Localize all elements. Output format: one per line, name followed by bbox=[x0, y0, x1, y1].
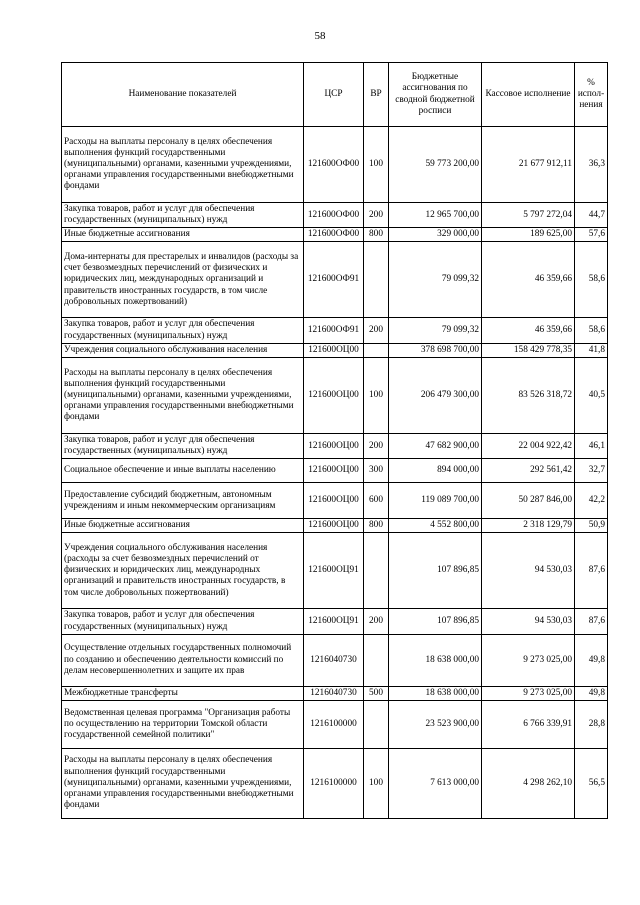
row-name: Расходы на выплаты персоналу в целях обеспечения выполнения функций государственными (муниципальными) органами, казенными учреждениями, органами управления государственными внебюджетными фондами bbox=[62, 127, 304, 203]
row-cash: 6 766 339,91 bbox=[482, 700, 575, 748]
row-vr: 200 bbox=[364, 609, 389, 634]
header-name: Наименование показателей bbox=[62, 63, 304, 127]
row-alloc: 59 773 200,00 bbox=[389, 127, 482, 203]
header-csr: ЦСР bbox=[304, 63, 364, 127]
row-name: Закупка товаров, работ и услуг для обеспечения государственных (муниципальных) нужд bbox=[62, 203, 304, 228]
row-name: Предоставление субсидий бюджетным, автономным учреждениям и иным некоммерческим организациям bbox=[62, 483, 304, 519]
table-row bbox=[62, 127, 608, 203]
row-csr: 121600ОЦ00 bbox=[304, 519, 364, 533]
table-row bbox=[62, 483, 608, 519]
row-csr: 1216040730 bbox=[304, 634, 364, 686]
row-csr: 1216040730 bbox=[304, 686, 364, 700]
row-cash: 5 797 272,04 bbox=[482, 203, 575, 228]
header-vr: ВР bbox=[364, 63, 389, 127]
row-vr bbox=[364, 533, 389, 609]
row-csr: 121600ОЦ00 bbox=[304, 459, 364, 483]
row-vr: 200 bbox=[364, 318, 389, 343]
row-alloc: 119 089 700,00 bbox=[389, 483, 482, 519]
table-row bbox=[62, 533, 608, 609]
row-alloc: 23 523 900,00 bbox=[389, 700, 482, 748]
table-row bbox=[62, 343, 608, 357]
row-name: Межбюджетные трансферты bbox=[62, 686, 304, 700]
row-alloc: 18 638 000,00 bbox=[389, 686, 482, 700]
row-pct: 50,9 bbox=[575, 519, 608, 533]
budget-table bbox=[61, 62, 608, 819]
row-pct: 46,1 bbox=[575, 433, 608, 458]
row-vr bbox=[364, 700, 389, 748]
row-alloc: 4 552 800,00 bbox=[389, 519, 482, 533]
header-alloc: Бюджетные ассигнования по сводной бюджетной росписи bbox=[389, 63, 482, 127]
row-alloc: 894 000,00 bbox=[389, 459, 482, 483]
row-name: Дома-интернаты для престарелых и инвалидов (расходы за счет безвозмездных перечислений от физических и юридических лиц, международных организаций и правительств иностранных государств, в том числе добровольных пожертвований) bbox=[62, 242, 304, 318]
row-vr bbox=[364, 343, 389, 357]
row-csr: 121600ОФ00 bbox=[304, 127, 364, 203]
row-pct: 44,7 bbox=[575, 203, 608, 228]
row-pct: 87,6 bbox=[575, 609, 608, 634]
row-name: Иные бюджетные ассигнования bbox=[62, 228, 304, 242]
row-alloc: 329 000,00 bbox=[389, 228, 482, 242]
row-pct: 41,8 bbox=[575, 343, 608, 357]
table-row bbox=[62, 609, 608, 634]
row-csr: 121600ОЦ91 bbox=[304, 533, 364, 609]
row-cash: 158 429 778,35 bbox=[482, 343, 575, 357]
row-cash: 83 526 318,72 bbox=[482, 357, 575, 433]
page-number: 58 bbox=[314, 30, 326, 42]
row-csr: 1216100000 bbox=[304, 748, 364, 818]
row-csr: 121600ОФ91 bbox=[304, 318, 364, 343]
row-name: Иные бюджетные ассигнования bbox=[62, 519, 304, 533]
row-pct: 58,6 bbox=[575, 242, 608, 318]
row-alloc: 378 698 700,00 bbox=[389, 343, 482, 357]
row-vr bbox=[364, 634, 389, 686]
row-alloc: 7 613 000,00 bbox=[389, 748, 482, 818]
row-alloc: 18 638 000,00 bbox=[389, 634, 482, 686]
row-alloc: 107 896,85 bbox=[389, 609, 482, 634]
row-csr: 1216100000 bbox=[304, 700, 364, 748]
row-vr: 100 bbox=[364, 357, 389, 433]
row-alloc: 107 896,85 bbox=[389, 533, 482, 609]
row-pct: 57,6 bbox=[575, 228, 608, 242]
row-cash: 94 530,03 bbox=[482, 609, 575, 634]
row-csr: 121600ОЦ00 bbox=[304, 483, 364, 519]
row-vr bbox=[364, 242, 389, 318]
row-vr: 100 bbox=[364, 748, 389, 818]
row-cash: 9 273 025,00 bbox=[482, 634, 575, 686]
row-cash: 50 287 846,00 bbox=[482, 483, 575, 519]
row-pct: 87,6 bbox=[575, 533, 608, 609]
table-body bbox=[62, 127, 608, 819]
table-row bbox=[62, 357, 608, 433]
row-csr: 121600ОЦ00 bbox=[304, 433, 364, 458]
row-pct: 49,8 bbox=[575, 686, 608, 700]
row-name: Ведомственная целевая программа "Организация работы по осуществлению на территории Томской области государственной семейной политики" bbox=[62, 700, 304, 748]
row-alloc: 79 099,32 bbox=[389, 318, 482, 343]
row-vr: 300 bbox=[364, 459, 389, 483]
table-row bbox=[62, 228, 608, 242]
header-pct: % испол-нения bbox=[575, 63, 608, 127]
row-pct: 58,6 bbox=[575, 318, 608, 343]
row-alloc: 12 965 700,00 bbox=[389, 203, 482, 228]
table-row bbox=[62, 318, 608, 343]
row-pct: 36,3 bbox=[575, 127, 608, 203]
header-cash: Кассовое исполнение bbox=[482, 63, 575, 127]
row-name: Закупка товаров, работ и услуг для обеспечения государственных (муниципальных) нужд bbox=[62, 433, 304, 458]
table-row bbox=[62, 519, 608, 533]
row-cash: 292 561,42 bbox=[482, 459, 575, 483]
row-vr: 500 bbox=[364, 686, 389, 700]
row-name: Социальное обеспечение и иные выплаты населению bbox=[62, 459, 304, 483]
row-alloc: 206 479 300,00 bbox=[389, 357, 482, 433]
row-pct: 56,5 bbox=[575, 748, 608, 818]
row-csr: 121600ОЦ00 bbox=[304, 343, 364, 357]
table-row bbox=[62, 459, 608, 483]
row-vr: 600 bbox=[364, 483, 389, 519]
row-cash: 189 625,00 bbox=[482, 228, 575, 242]
row-pct: 40,5 bbox=[575, 357, 608, 433]
row-csr: 121600ОФ00 bbox=[304, 228, 364, 242]
row-alloc: 79 099,32 bbox=[389, 242, 482, 318]
row-cash: 94 530,03 bbox=[482, 533, 575, 609]
row-vr: 200 bbox=[364, 203, 389, 228]
row-name: Осуществление отдельных государственных полномочий по созданию и обеспечению деятельности комиссий по делам несовершеннолетних и защите их прав bbox=[62, 634, 304, 686]
row-cash: 22 004 922,42 bbox=[482, 433, 575, 458]
table-row bbox=[62, 203, 608, 228]
row-name: Учреждения социального обслуживания населения (расходы за счет безвозмездных перечислений от физических и юридических лиц, международных организаций и правительств иностранных государств, в том числе добровольных пожертвований) bbox=[62, 533, 304, 609]
row-pct: 42,2 bbox=[575, 483, 608, 519]
row-pct: 28,8 bbox=[575, 700, 608, 748]
row-cash: 4 298 262,10 bbox=[482, 748, 575, 818]
table-row bbox=[62, 700, 608, 748]
row-cash: 2 318 129,79 bbox=[482, 519, 575, 533]
row-pct: 49,8 bbox=[575, 634, 608, 686]
row-cash: 46 359,66 bbox=[482, 318, 575, 343]
table-row bbox=[62, 686, 608, 700]
row-pct: 32,7 bbox=[575, 459, 608, 483]
row-name: Расходы на выплаты персоналу в целях обеспечения выполнения функций государственными (муниципальными) органами, казенными учреждениями, органами управления государственными внебюджетными фондами bbox=[62, 748, 304, 818]
row-csr: 121600ОЦ91 bbox=[304, 609, 364, 634]
table-row bbox=[62, 634, 608, 686]
table-row bbox=[62, 433, 608, 458]
table-row bbox=[62, 242, 608, 318]
row-csr: 121600ОФ91 bbox=[304, 242, 364, 318]
row-vr: 800 bbox=[364, 519, 389, 533]
row-cash: 21 677 912,11 bbox=[482, 127, 575, 203]
row-alloc: 47 682 900,00 bbox=[389, 433, 482, 458]
row-vr: 200 bbox=[364, 433, 389, 458]
table-row bbox=[62, 748, 608, 818]
table-header bbox=[62, 63, 608, 127]
row-csr: 121600ОФ00 bbox=[304, 203, 364, 228]
row-name: Закупка товаров, работ и услуг для обеспечения государственных (муниципальных) нужд bbox=[62, 609, 304, 634]
row-cash: 9 273 025,00 bbox=[482, 686, 575, 700]
row-name: Закупка товаров, работ и услуг для обеспечения государственных (муниципальных) нужд bbox=[62, 318, 304, 343]
row-csr: 121600ОЦ00 bbox=[304, 357, 364, 433]
row-vr: 100 bbox=[364, 127, 389, 203]
row-vr: 800 bbox=[364, 228, 389, 242]
row-name: Расходы на выплаты персоналу в целях обеспечения выполнения функций государственными (муниципальными) органами, казенными учреждениями, органами управления государственными внебюджетными фондами bbox=[62, 357, 304, 433]
row-name: Учреждения социального обслуживания населения bbox=[62, 343, 304, 357]
row-cash: 46 359,66 bbox=[482, 242, 575, 318]
header-row bbox=[62, 63, 608, 127]
